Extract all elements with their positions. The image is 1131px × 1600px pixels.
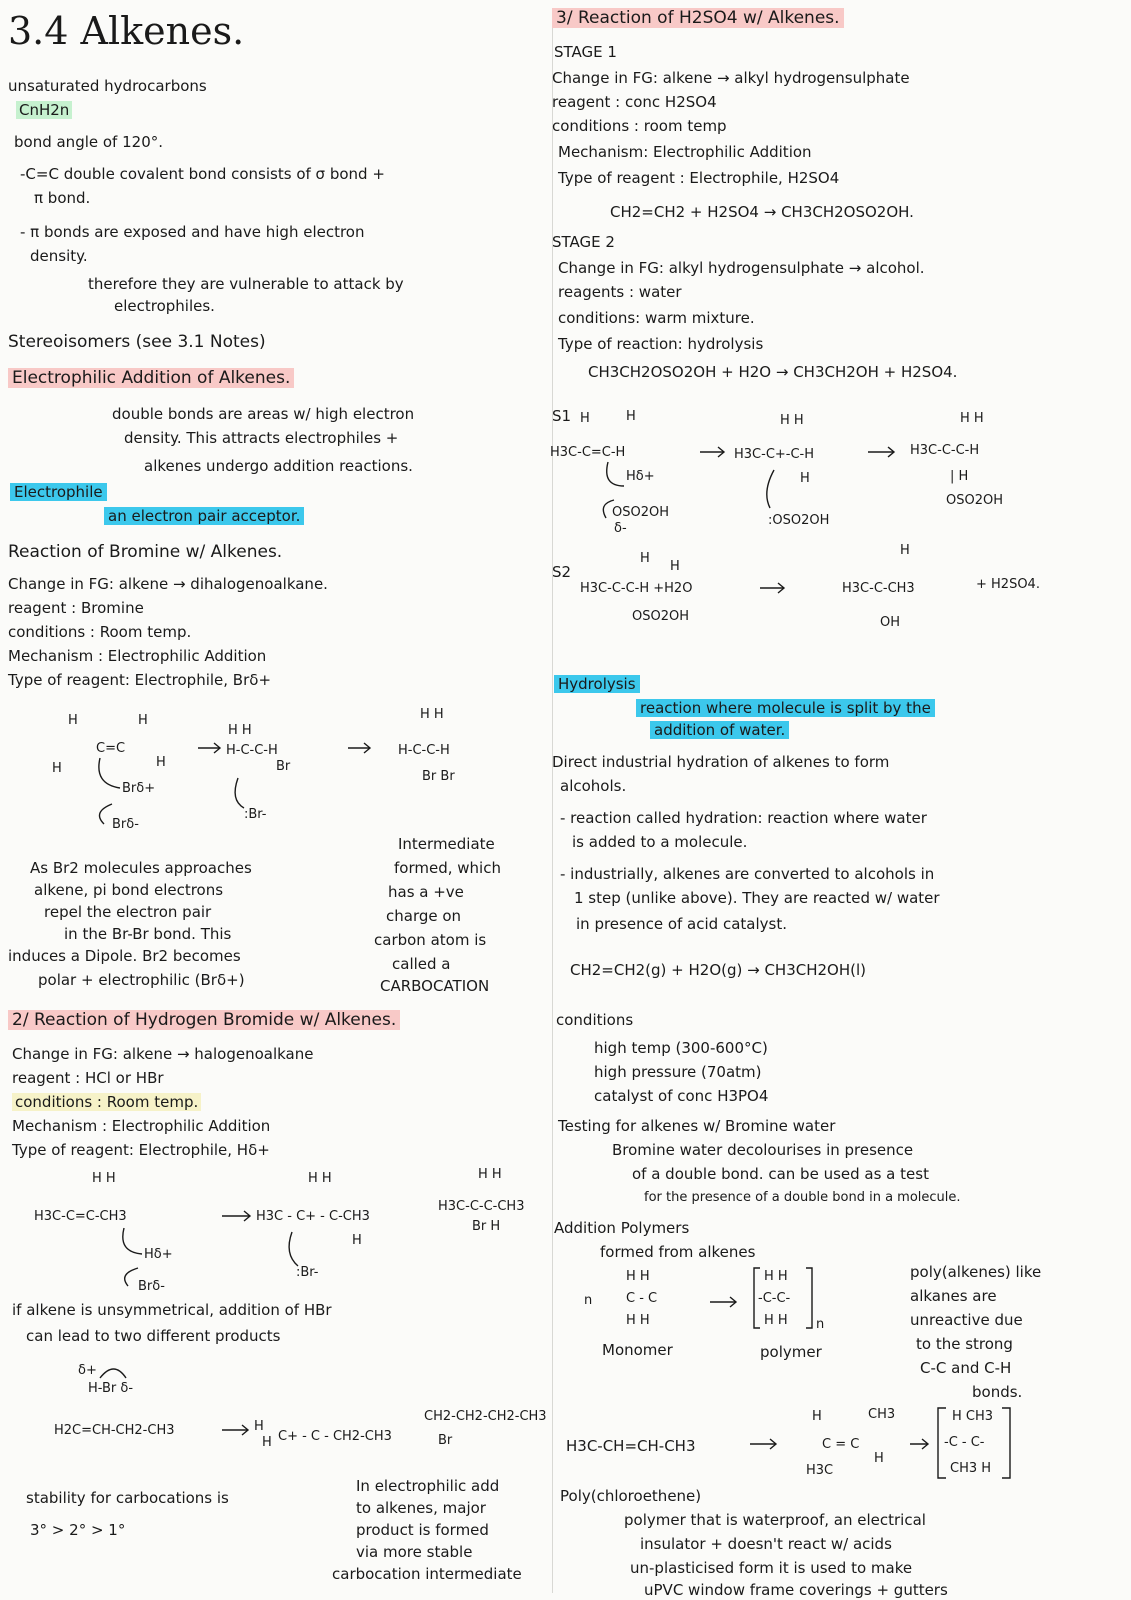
intro-line: therefore they are vulnerable to attack by (88, 275, 404, 293)
svg-text:H: H (580, 411, 590, 426)
text-line: reagent : HCl or HBr (12, 1069, 164, 1087)
h2so4-stage2-mechanism (580, 543, 1080, 648)
svg-text:H H: H H (478, 1167, 502, 1182)
definition-highlight: reaction where molecule is split by the (636, 699, 935, 717)
text-line: conditions : Room temp. (12, 1093, 201, 1111)
svg-text:H: H (138, 713, 148, 728)
svg-text:δ+: δ+ (78, 1363, 97, 1378)
condition-item: catalyst of conc H3PO4 (594, 1087, 769, 1105)
section-heading: Addition Polymers (554, 1219, 690, 1237)
svg-text:H: H (156, 755, 166, 770)
svg-text:H: H (670, 559, 680, 574)
section-heading: 2/ Reaction of Hydrogen Bromide w/ Alkenes. (8, 1010, 400, 1030)
svg-text:H H: H H (764, 1269, 788, 1284)
svg-text:H-C-C-H: H-C-C-H (226, 743, 278, 758)
text-line: alkenes undergo addition reactions. (144, 457, 413, 475)
note-line: As Br2 molecules approaches (30, 859, 252, 877)
svg-text:H: H (640, 551, 650, 566)
svg-text:C - C: C - C (626, 1291, 658, 1306)
text-line: reagent : conc H2SO4 (552, 93, 717, 111)
condition-item: high pressure (70atm) (594, 1063, 762, 1081)
svg-text:H2C=CH-CH2-CH3: H2C=CH-CH2-CH3 (54, 1423, 175, 1438)
polybutene-diagram (740, 1404, 1070, 1494)
text-line: insulator + doesn't react w/ acids (640, 1535, 892, 1553)
text-line: - reaction called hydration: reaction where water (560, 809, 927, 827)
svg-text:Brδ+: Brδ+ (122, 781, 156, 796)
svg-text:H3C-C-C-CH3: H3C-C-C-CH3 (438, 1199, 525, 1214)
definition-highlight: an electron pair acceptor. (104, 507, 304, 525)
svg-text:H: H (52, 761, 62, 776)
text-line: formed from alkenes (600, 1243, 756, 1261)
svg-text:C = C: C = C (822, 1437, 860, 1452)
text-line: Mechanism: Electrophilic Addition (558, 143, 812, 161)
text-line: can lead to two different products (26, 1327, 281, 1345)
svg-text:H3C - C+ - C-CH3: H3C - C+ - C-CH3 (256, 1209, 370, 1224)
monomer-label: Monomer (602, 1341, 673, 1359)
hbr-mechanism-diagram (28, 1168, 548, 1298)
svg-text:H: H (812, 1409, 822, 1424)
intro-line: unsaturated hydrocarbons (8, 77, 207, 95)
svg-text:n: n (584, 1293, 593, 1308)
intro-line: - π bonds are exposed and have high electron (20, 223, 365, 241)
svg-text:H: H (352, 1233, 362, 1248)
intro-line: π bond. (34, 189, 91, 207)
svg-text:OSO2OH: OSO2OH (632, 609, 689, 624)
note-line: Intermediate (398, 835, 495, 853)
definition-highlight: addition of water. (650, 721, 789, 739)
svg-text:H H: H H (764, 1313, 788, 1328)
text-line: if alkene is unsymmetrical, addition of HBr (12, 1301, 332, 1319)
svg-text:Br: Br (438, 1433, 453, 1448)
svg-text:H H: H H (780, 413, 804, 428)
svg-text:H3C-C-C-H: H3C-C-C-H (910, 443, 980, 458)
text-line: conditions : Room temp. (8, 623, 192, 641)
svg-text:H H: H H (92, 1171, 116, 1186)
note-line: repel the electron pair (44, 903, 212, 921)
text-line: - industrially, alkenes are converted to alcohols in (560, 865, 935, 883)
text-line: Type of reaction: hydrolysis (558, 335, 764, 353)
text-line: conditions : room temp (552, 117, 727, 135)
svg-text::Br-: :Br- (296, 1265, 319, 1280)
equation: CH2=CH2 + H2SO4 → CH3CH2OSO2OH. (610, 203, 914, 221)
text-line: un-plasticised form it is used to make (630, 1559, 913, 1577)
note-line: carbocation intermediate (332, 1565, 522, 1583)
text-line: Type of reagent: Electrophile, Brδ+ (8, 671, 272, 689)
text-line: Mechanism : Electrophilic Addition (12, 1117, 271, 1135)
note-line: polar + electrophilic (Brδ+) (38, 971, 245, 989)
stability-label: stability for carbocations is (26, 1489, 229, 1507)
svg-text:H H: H H (960, 411, 984, 426)
note-line: bonds. (972, 1383, 1023, 1401)
svg-text:H-C-C-H: H-C-C-H (398, 743, 450, 758)
svg-text:n: n (816, 1317, 825, 1332)
svg-text:C=C: C=C (96, 741, 126, 756)
svg-text:H H: H H (308, 1171, 332, 1186)
svg-text:OSO2OH: OSO2OH (612, 505, 669, 520)
svg-text:H H: H H (420, 707, 444, 722)
step-label: S1 (552, 407, 572, 425)
svg-text:H: H (874, 1451, 884, 1466)
stereoisomers-line: Stereoisomers (see 3.1 Notes) (8, 332, 266, 352)
svg-text:-C-C-: -C-C- (758, 1291, 791, 1306)
step-label: S2 (552, 563, 572, 581)
text-line: polymer that is waterproof, an electrical (624, 1511, 926, 1529)
svg-text:OSO2OH: OSO2OH (946, 493, 1003, 508)
intro-line: -C=C double covalent bond consists of σ bond + (20, 165, 385, 183)
svg-text:CH3 H: CH3 H (950, 1461, 992, 1476)
svg-text:H: H (900, 543, 910, 558)
svg-text:OH: OH (880, 615, 901, 630)
intro-line: density. (30, 247, 88, 265)
note-line: charge on (386, 907, 462, 925)
note-line: carbon atom is (374, 931, 487, 949)
text-line: is added to a molecule. (572, 833, 748, 851)
svg-text:-C - C-: -C - C- (944, 1435, 985, 1450)
svg-text:H: H (68, 713, 78, 728)
unsymmetrical-addition-diagram (48, 1360, 548, 1460)
svg-text::OSO2OH: :OSO2OH (768, 513, 830, 528)
text-line: Mechanism : Electrophilic Addition (8, 647, 267, 665)
svg-text:H CH3: H CH3 (952, 1409, 994, 1424)
note-line: to the strong (916, 1335, 1013, 1353)
svg-text:Hδ+: Hδ+ (144, 1247, 173, 1262)
svg-text:δ-: δ- (614, 521, 627, 536)
svg-text:H: H (254, 1419, 264, 1434)
text-line: uPVC window frame coverings + gutters (644, 1581, 948, 1599)
text-line: Change in FG: alkene → alkyl hydrogensulphate (552, 69, 910, 87)
svg-text:Br H: Br H (472, 1219, 501, 1234)
text-line: reagent : Bromine (8, 599, 144, 617)
text-line: Bromine water decolourises in presence (612, 1141, 914, 1159)
note-line: has a +ve (388, 883, 464, 901)
intro-line: bond angle of 120°. (14, 133, 164, 151)
formula-highlight: CnH2n (16, 101, 72, 119)
text-line: alcohols. (560, 777, 627, 795)
svg-text:H3C-C-CH3: H3C-C-CH3 (842, 581, 915, 596)
svg-text:H: H (626, 409, 636, 424)
butene-formula: H3C-CH=CH-CH3 (566, 1437, 696, 1455)
text-line: for the presence of a double bond in a molecule. (644, 1190, 961, 1205)
svg-text:+ H2SO4.: + H2SO4. (976, 577, 1040, 592)
svg-text:Br Br: Br Br (422, 769, 455, 784)
note-line: to alkenes, major (356, 1499, 486, 1517)
note-line: induces a Dipole. Br2 becomes (8, 947, 241, 965)
term-highlight: Hydrolysis (554, 675, 640, 693)
svg-text:CH3: CH3 (868, 1407, 896, 1422)
svg-text:H H: H H (626, 1313, 650, 1328)
svg-text:H H: H H (626, 1269, 650, 1284)
polymer-label: polymer (760, 1343, 822, 1361)
note-line: in the Br-Br bond. This (64, 925, 232, 943)
text-line: Type of reagent : Electrophile, H2SO4 (558, 169, 840, 187)
text-line: Change in FG: alkyl hydrogensulphate → alcohol. (558, 259, 925, 277)
section-heading: 3/ Reaction of H2SO4 w/ Alkenes. (552, 8, 844, 28)
section-heading: Electrophilic Addition of Alkenes. (8, 368, 294, 388)
stage-label: STAGE 1 (554, 43, 617, 61)
svg-text::Br-: :Br- (244, 807, 267, 822)
svg-text:H3C-C=C-H: H3C-C=C-H (550, 445, 626, 460)
note-line: In electrophilic add (356, 1477, 500, 1495)
svg-text:H3C: H3C (806, 1463, 834, 1478)
section-heading: Poly(chloroethene) (560, 1487, 702, 1505)
text-line: reagents : water (558, 283, 682, 301)
conditions-label: conditions (556, 1011, 634, 1029)
svg-text:H3C-C-C-H +H2O: H3C-C-C-H +H2O (580, 581, 693, 596)
text-line: Testing for alkenes w/ Bromine water (558, 1117, 836, 1135)
svg-text:Br: Br (276, 759, 291, 774)
text-line: Change in FG: alkene → halogenoalkane (12, 1045, 314, 1063)
svg-text:H H: H H (228, 723, 252, 738)
term-highlight: Electrophile (10, 483, 107, 501)
note-line: unreactive due (910, 1311, 1023, 1329)
svg-text:CH2-CH2-CH2-CH3: CH2-CH2-CH2-CH3 (424, 1409, 547, 1424)
text-line: of a double bond. can be used as a test (632, 1165, 929, 1183)
page-title: 3.4 Alkenes. (8, 9, 245, 53)
svg-text:H3C-C+-C-H: H3C-C+-C-H (734, 447, 815, 462)
note-line: formed, which (394, 859, 501, 877)
text-line: Change in FG: alkene → dihalogenoalkane. (8, 575, 328, 593)
text-line: conditions: warm mixture. (558, 309, 755, 327)
svg-text:H3C-C=C-CH3: H3C-C=C-CH3 (34, 1209, 127, 1224)
intro-line: electrophiles. (114, 297, 215, 315)
svg-text:H: H (262, 1435, 272, 1450)
polymerisation-diagram (580, 1262, 880, 1352)
svg-text:Hδ+: Hδ+ (626, 469, 655, 484)
text-line: double bonds are areas w/ high electron (112, 405, 415, 423)
note-line: alkanes are (910, 1287, 997, 1305)
stage-label: STAGE 2 (552, 233, 615, 251)
text-line: 1 step (unlike above). They are reacted w/ water (574, 889, 940, 907)
equation: CH2=CH2(g) + H2O(g) → CH3CH2OH(l) (570, 961, 867, 979)
svg-text:Brδ-: Brδ- (112, 817, 139, 832)
note-line: poly(alkenes) like (910, 1263, 1042, 1281)
note-line: alkene, pi bond electrons (34, 881, 224, 899)
svg-text:H: H (800, 471, 810, 486)
h2so4-stage1-mechanism (550, 408, 1070, 548)
text-line: Direct industrial hydration of alkenes to form (552, 753, 890, 771)
condition-item: high temp (300-600°C) (594, 1039, 768, 1057)
svg-text:C+ - C - CH2-CH3: C+ - C - CH2-CH3 (278, 1429, 392, 1444)
note-line: product is formed (356, 1521, 489, 1539)
text-line: density. This attracts electrophiles + (124, 429, 399, 447)
note-line: CARBOCATION (380, 977, 490, 995)
section-heading: Reaction of Bromine w/ Alkenes. (8, 542, 283, 562)
note-line: C-C and C-H (920, 1359, 1012, 1377)
text-line: Type of reagent: Electrophile, Hδ+ (12, 1141, 270, 1159)
equation: CH3CH2OSO2OH + H2O → CH3CH2OH + H2SO4. (588, 363, 958, 381)
text-line: in presence of acid catalyst. (576, 915, 787, 933)
stability-order: 3° > 2° > 1° (30, 1521, 126, 1539)
note-line: via more stable (356, 1543, 473, 1561)
svg-text:H-Br δ-: H-Br δ- (88, 1381, 134, 1396)
svg-text:Brδ-: Brδ- (138, 1279, 165, 1294)
svg-text:| H: | H (950, 469, 969, 484)
note-line: called a (392, 955, 451, 973)
